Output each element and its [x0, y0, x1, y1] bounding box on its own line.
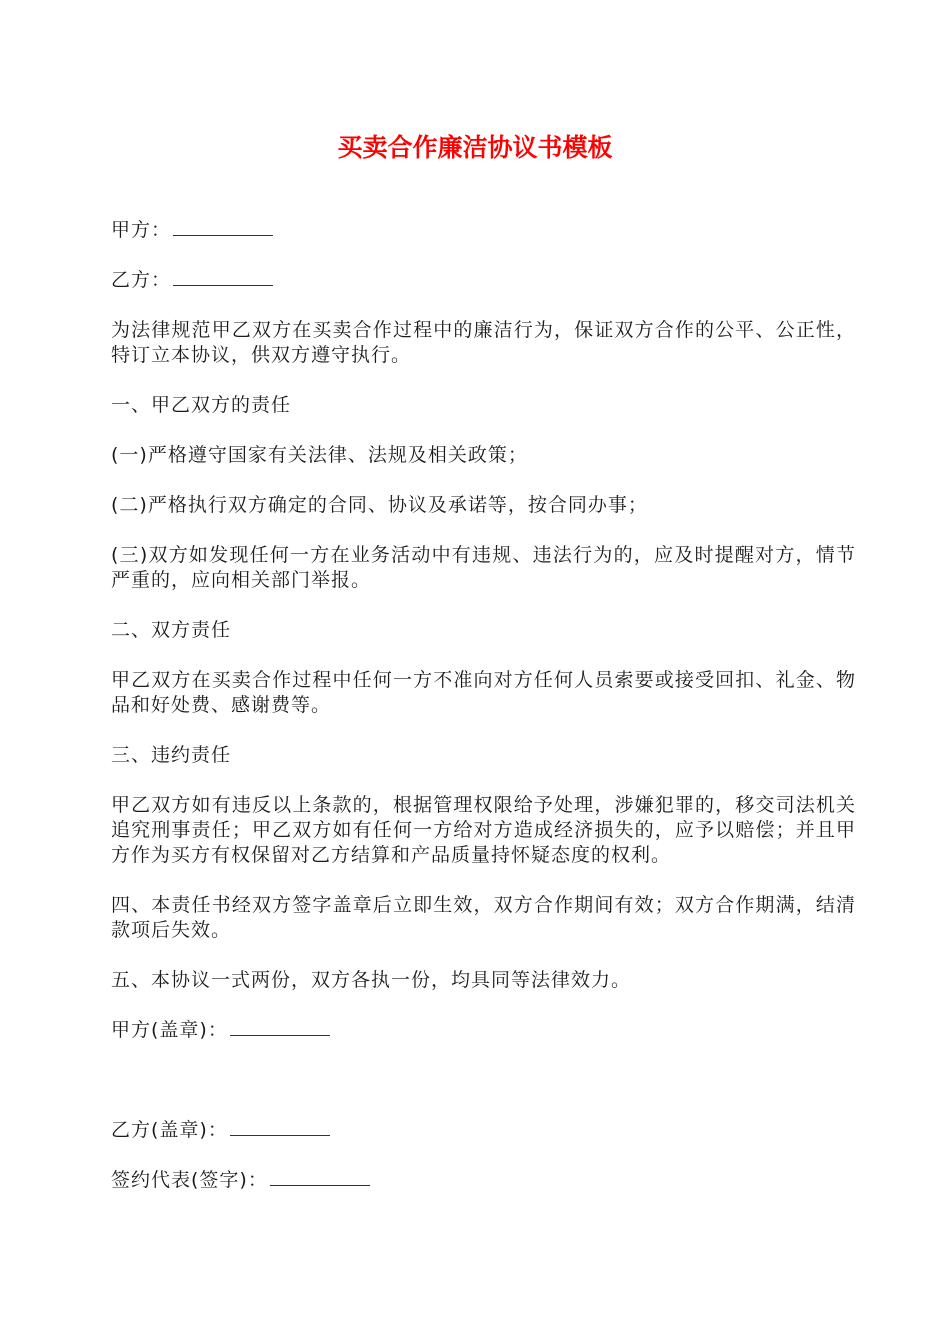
section1-item3: (三)双方如发现任何一方在业务活动中有违规、违法行为的，应及时提醒对方，情节严重的，应向相关部门举报。 [111, 544, 856, 591]
sign-a-line [111, 1018, 856, 1043]
document-title: 买卖合作廉洁协议书模板 [337, 133, 613, 162]
intro-paragraph: 为法律规范甲乙双方在买卖合作过程中的廉洁行为，保证双方合作的公平、公正性，特订立本协议，供双方遵守执行。 [111, 319, 856, 366]
sign-rep-blank [270, 1168, 370, 1186]
section1-heading: 一、甲乙双方的责任 [111, 394, 292, 416]
party-b-blank [173, 268, 273, 286]
section2-heading: 二、双方责任 [111, 619, 232, 641]
section1-item1: (一)严格遵守国家有关法律、法规及相关政策； [111, 444, 528, 466]
sign-rep-label: 签约代表(签字)： [111, 1169, 268, 1191]
party-b-label: 乙方： [111, 269, 172, 291]
section4-text: 四、本责任书经双方签字盖章后立即生效，双方合作期间有效；双方合作期满，结清款项后失效。 [111, 894, 856, 941]
party-a-label: 甲方： [111, 219, 172, 241]
sign-b-line [111, 1118, 856, 1143]
sign-b-label: 乙方(盖章)： [111, 1119, 228, 1141]
section2-text: 甲乙双方在买卖合作过程中任何一方不准向对方任何人员索要或接受回扣、礼金、物品和好处费、感谢费等。 [111, 669, 856, 716]
sign-b-blank [230, 1118, 330, 1136]
section1-item2: (二)严格执行双方确定的合同、协议及承诺等，按合同办事； [111, 494, 648, 516]
party-a-blank [173, 218, 273, 236]
party-a-line [111, 218, 856, 243]
sign-a-blank [230, 1018, 330, 1036]
section3-text: 甲乙双方如有违反以上条款的，根据管理权限给予处理，涉嫌犯罪的，移交司法机关追究刑事责任；甲乙双方如有任何一方给对方造成经济损失的，应予以赔偿；并且甲方作为买方有权保留对乙方结算和产品质量持怀疑态度的权利。 [111, 794, 856, 866]
document-body [111, 218, 856, 1218]
section5-text: 五、本协议一式两份，双方各执一份，均具同等法律效力。 [111, 969, 632, 991]
sign-rep-line [111, 1168, 856, 1193]
sign-a-label: 甲方(盖章)： [111, 1019, 228, 1041]
party-b-line [111, 268, 856, 293]
section3-heading: 三、违约责任 [111, 744, 232, 766]
